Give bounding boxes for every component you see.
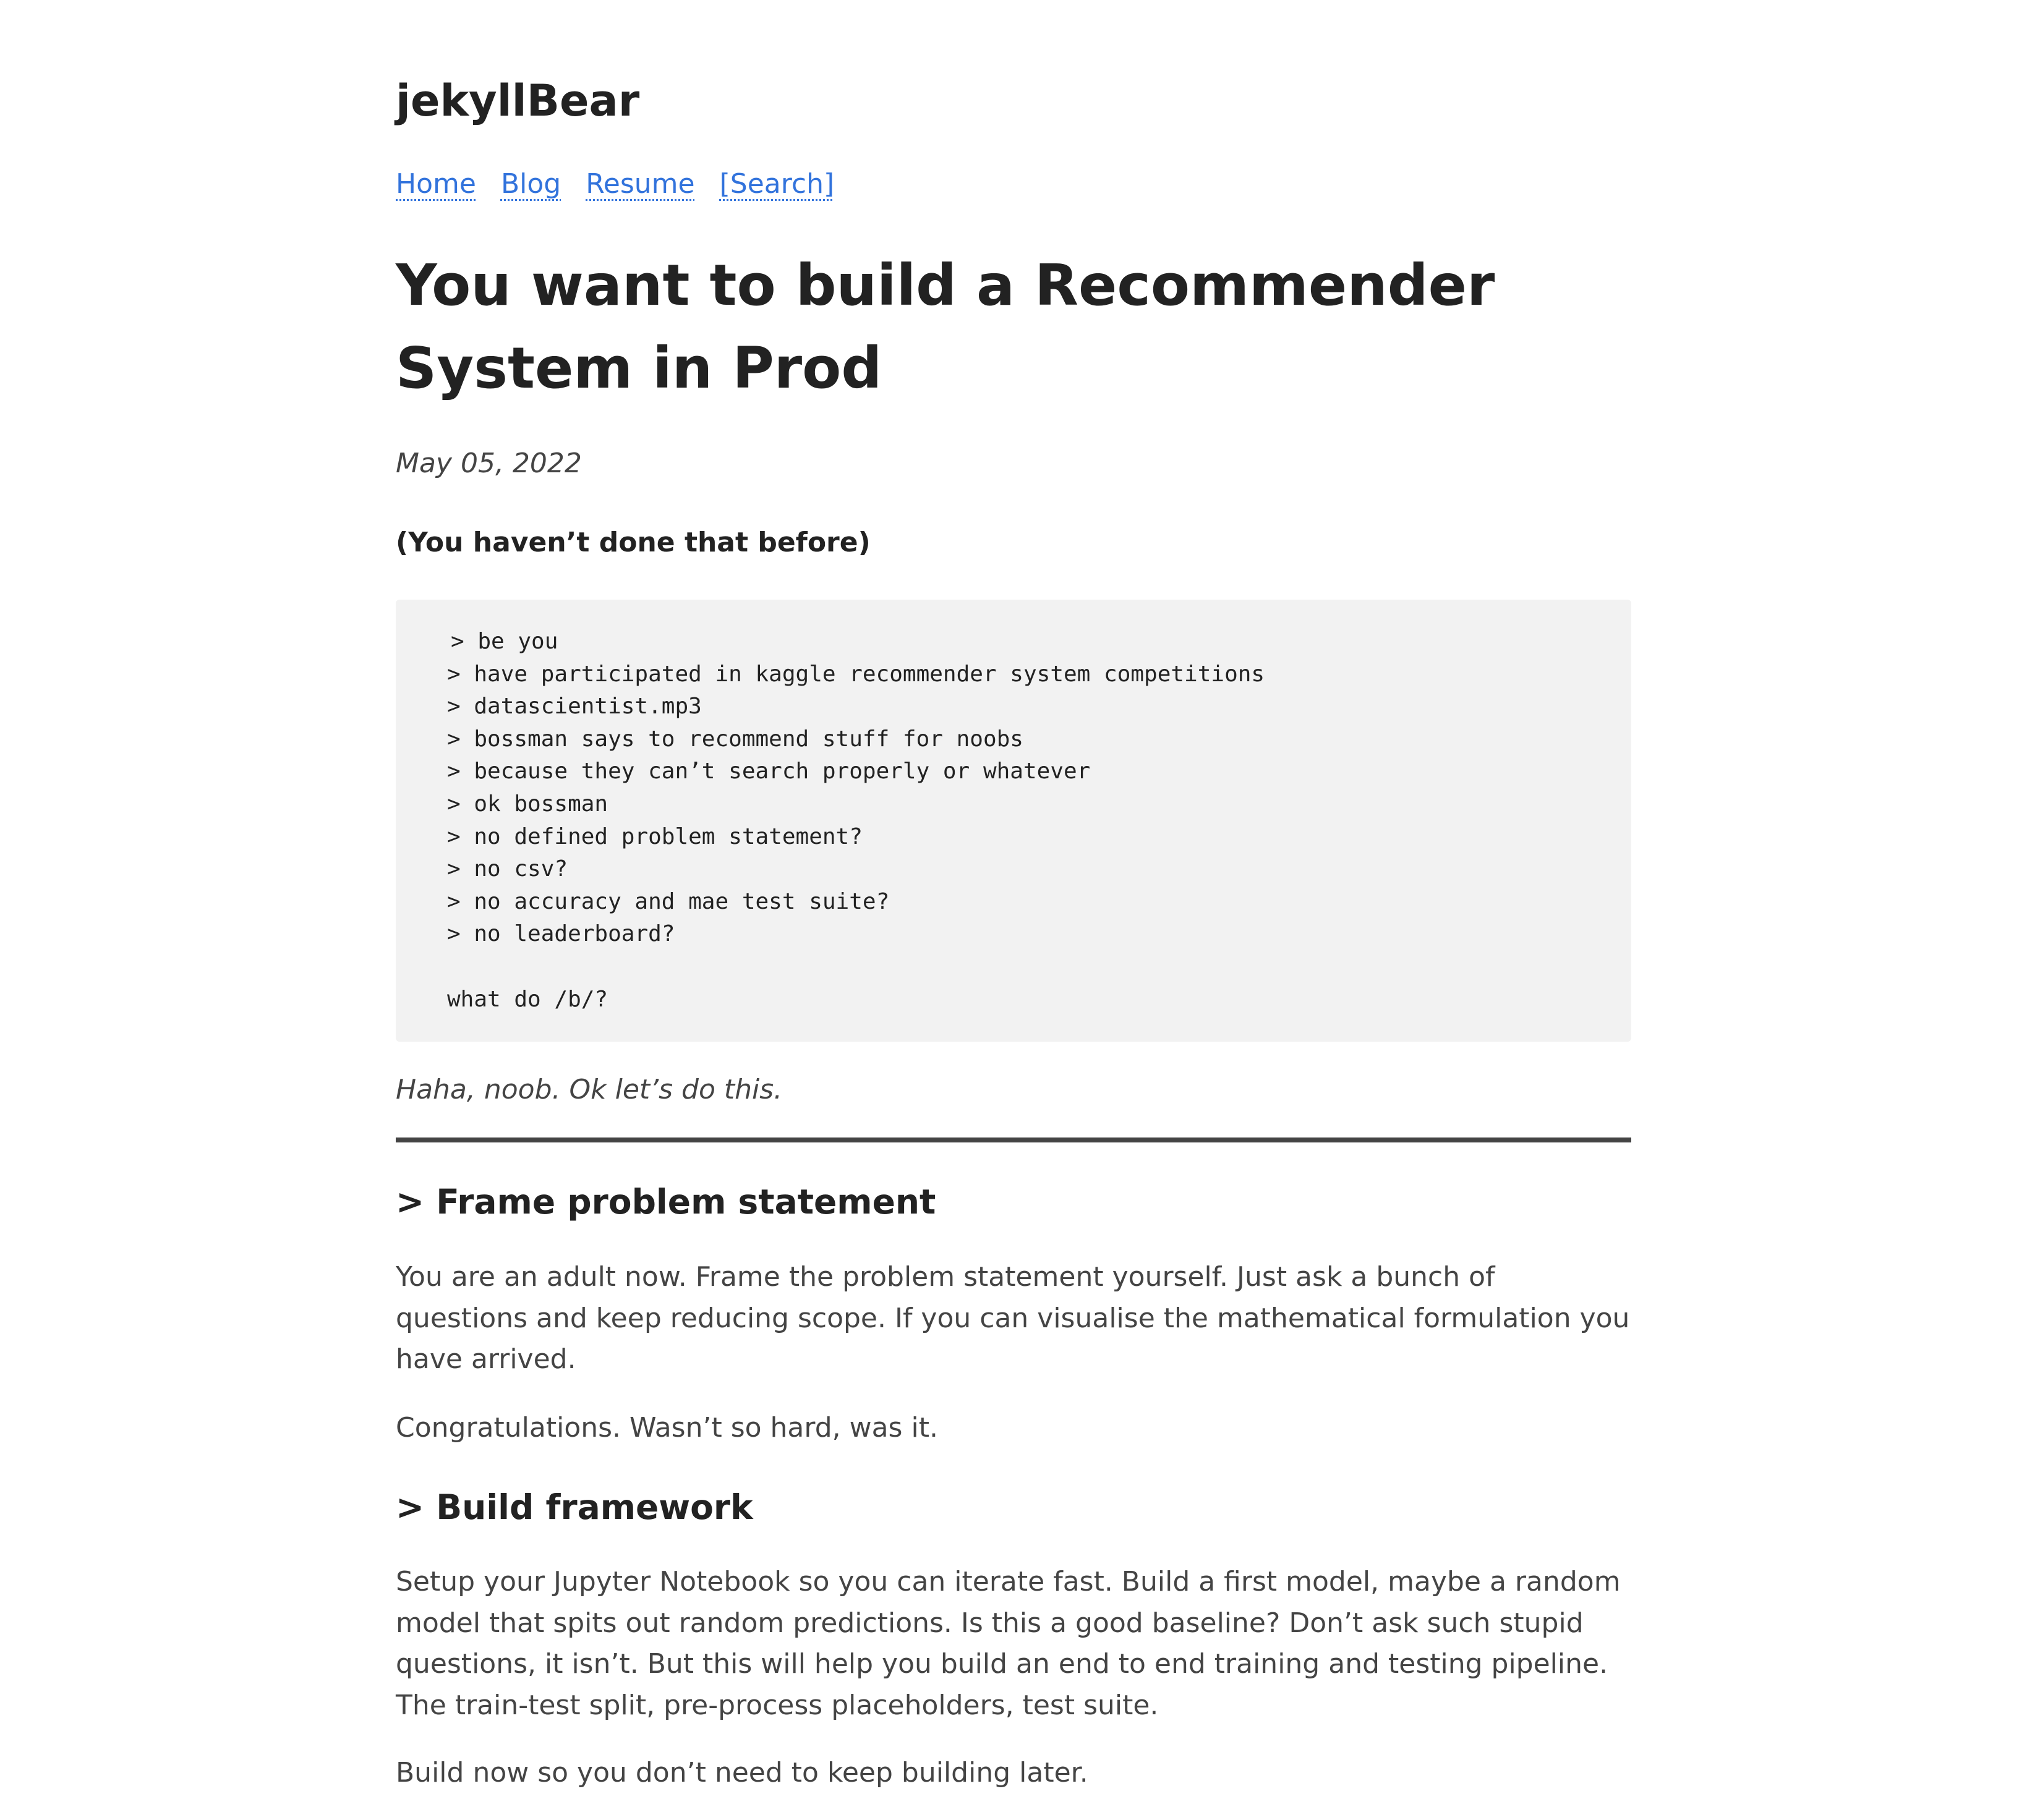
code-block <box>396 600 1631 1042</box>
paragraph: You are an adult now. Frame the problem statement yourself. Just ask a bunch of questions and keep reducing scope. If you can visualise the mathematical formulation you have arrived. <box>396 1261 1630 1376</box>
code-line: > datascientist.mp3 <box>447 694 702 720</box>
code-line: > no defined problem statement? <box>447 823 863 849</box>
code-line: > because they can’t search properly or whatever <box>447 759 1091 785</box>
section-divider <box>396 1138 1631 1142</box>
post-title: You want to build a Recommender System in Prod <box>396 252 1495 401</box>
nav-link-search[interactable]: [Search] <box>719 168 835 200</box>
nav-link-home[interactable]: Home <box>396 168 476 200</box>
paragraph: Build now so you don’t need to keep building later. <box>396 1757 1088 1788</box>
code-line-blank <box>447 951 1631 984</box>
code-line: > have participated in kaggle recommender system competitions <box>447 661 1265 687</box>
post-date: May 05, 2022 <box>396 448 582 479</box>
code-line: > ok bossman <box>447 791 608 817</box>
nav-link-blog[interactable]: Blog <box>500 168 561 200</box>
site-title-link[interactable]: jekyllBear <box>396 75 640 126</box>
section-heading-frame-problem: > Frame problem statement <box>396 1182 936 1222</box>
code-line: > be you <box>451 629 558 654</box>
section-heading-build-framework: > Build framework <box>396 1487 753 1527</box>
code-line: > no csv? <box>447 856 568 882</box>
code-line: what do /b/? <box>447 986 608 1012</box>
code-line: > no leaderboard? <box>447 921 675 947</box>
post-subtitle: (You haven’t done that before) <box>396 527 871 558</box>
code-line: > no accuracy and mae test suite? <box>447 888 890 914</box>
nav-link-resume[interactable]: Resume <box>586 168 695 200</box>
main-nav <box>396 166 859 203</box>
code-line: > bossman says to recommend stuff for noobs <box>447 726 1023 752</box>
paragraph: Setup your Jupyter Notebook so you can iterate fast. Build a first model, maybe a random model that spits out random predictions. Is this a good baseline? Don’t ask such stupid questions, it isn’t. But this will help you build an end to end training and testing pipeline. The train-test split, pre-process placeholders, test suite. <box>396 1566 1621 1722</box>
aside-italic: Haha, noob. Ok let’s do this. <box>396 1074 783 1105</box>
paragraph: Congratulations. Wasn’t so hard, was it. <box>396 1412 938 1444</box>
